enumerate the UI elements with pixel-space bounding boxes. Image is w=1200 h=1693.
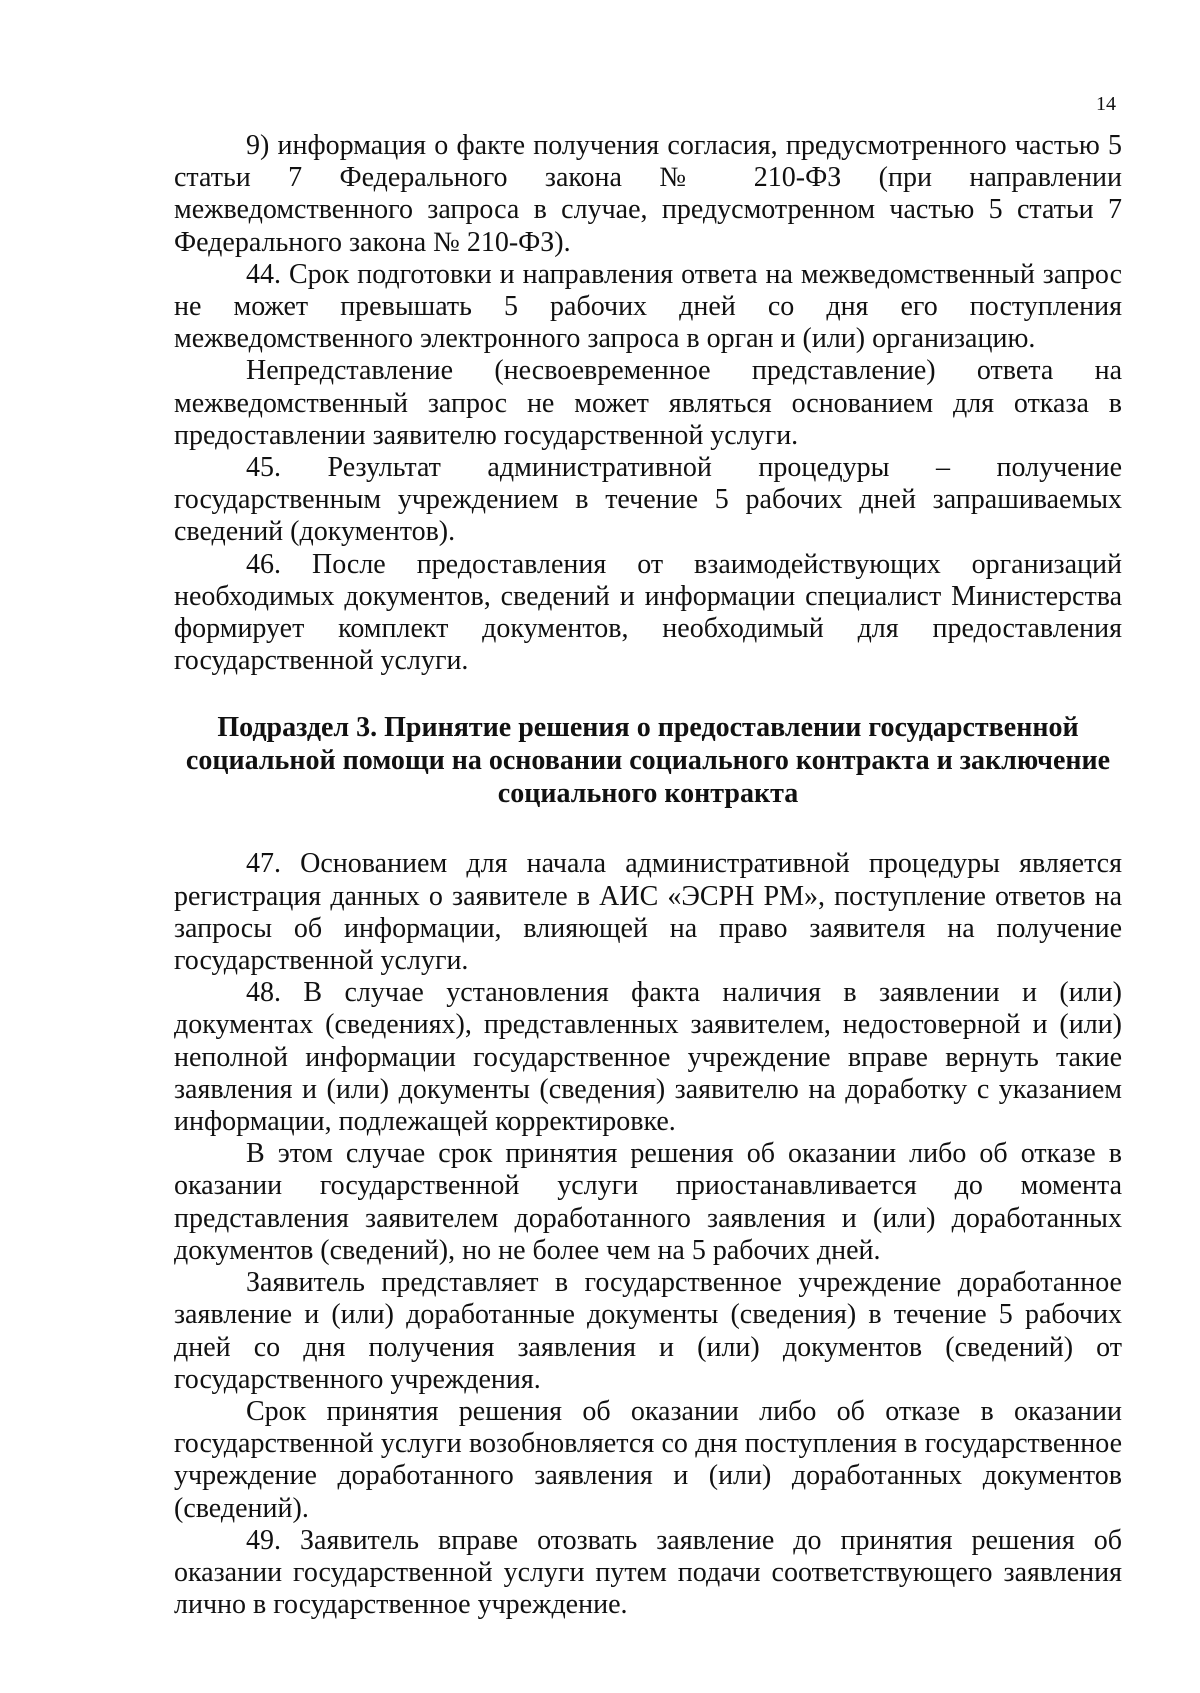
paragraph-45: 45. Результат административной процедуры – получение государственным учреждением в течение 5 рабочих дней запрашиваемых сведений (документов).	[174, 452, 1122, 548]
paragraph-46: 46. После предоставления от взаимодействующих организаций необходимых документов, сведений и информации специалист Министерства формирует комплект документов, необходимый для предоставления государственной услуги.	[174, 548, 1122, 677]
paragraph-49: 49. Заявитель вправе отозвать заявление до принятия решения об оказании государственной услуги путем подачи соответствующего заявления лично в государственное учреждение.	[174, 1524, 1122, 1621]
paragraph-48-resubmission: Заявитель представляет в государственное учреждение доработанное заявление и (или) доработанные документы (сведения) в течение 5 рабочих дней со дня получения заявления и (или) документов (сведений) от государственного учреждения.	[174, 1267, 1122, 1395]
paragraph-47: 47. Основанием для начала административной процедуры является регистрация данных о заявителе в АИС «ЭСРН РМ», поступление ответов на запросы об информации, влияющей на право заявителя на получение государственной услуги.	[174, 848, 1122, 977]
paragraph-item-9: 9) информация о факте получения согласия, предусмотренного частью 5 статьи 7 Федерального закона № 210-ФЗ (при направлении межведомственного запроса в случае, предусмотренном частью 5 статьи 7 Федерального закона № 210-ФЗ).	[174, 130, 1122, 258]
paragraph-48-suspension: В этом случае срок принятия решения об оказании либо об отказе в оказании государственной услуги приостанавливается до момента представления заявителем доработанного заявления и (или) доработанных документов (сведений), но не более чем на 5 рабочих дней.	[174, 1138, 1122, 1266]
paragraph-48: 48. В случае установления факта наличия в заявлении и (или) документах (сведениях), представленных заявителем, недостоверной и (или) неполной информации государственное учреждение вправе вернуть такие заявления и (или) документы (сведения) заявителю на доработку с указанием информации, подлежащей корректировке.	[174, 977, 1122, 1138]
paragraph-48-resumption: Срок принятия решения об оказании либо об отказе в оказании государственной услуги возобновляется со дня поступления в государственное учреждение доработанного заявления и (или) доработанных документов (сведений).	[174, 1395, 1122, 1524]
page-number: 14	[1096, 93, 1116, 115]
document-body	[174, 130, 1122, 1621]
section-heading: Подраздел 3. Принятие решения о предоставлении государственной социальной помощи на основании социального контракта и заключение социального контракта	[185, 712, 1111, 810]
paragraph-44-continued: Непредставление (несвоевременное представление) ответа на межведомственный запрос не может являться основанием для отказа в предоставлении заявителю государственной услуги.	[174, 355, 1122, 451]
paragraph-44: 44. Срок подготовки и направления ответа на межведомственный запрос не может превышать 5 рабочих дней со дня его поступления межведомственного электронного запроса в орган и (или) организацию.	[174, 258, 1122, 355]
